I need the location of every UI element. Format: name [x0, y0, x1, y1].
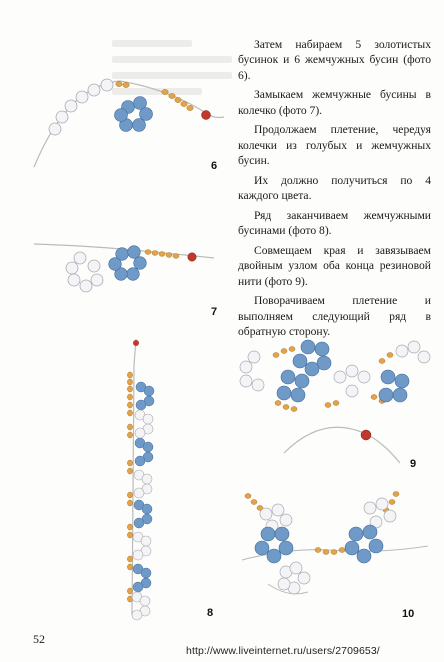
paragraph: Их должно получиться по 4 каждого цвета. — [238, 173, 431, 203]
paragraph: Замыкаем жемчужные бусины в колечко (фото 7). — [238, 88, 431, 117]
pearl-ring — [66, 252, 103, 292]
page-number: 52 — [33, 632, 45, 646]
blue-flowers — [255, 525, 383, 563]
photo-6 — [28, 55, 228, 175]
figure-8-label: 8 — [207, 607, 214, 619]
gold-strand — [145, 250, 179, 259]
photo-8 — [108, 335, 178, 625]
figure-6-label: 6 — [211, 160, 218, 172]
paragraph: Продолжаем плетение, чередуя колечки из голубых и жемчужных бусин. — [238, 123, 431, 168]
paragraph: Поворачиваем плетение и выполняем следующий ряд в обратную сторону. — [238, 294, 431, 339]
figure-9-label: 9 — [410, 458, 417, 470]
paragraph: Ряд заканчиваем жемчужными бусинами (фото 8). — [238, 208, 431, 238]
pearl-strand — [49, 79, 113, 135]
paragraph: Совмещаем края и завязываем двойным узлом оба конца резиновой нити (фото 9). — [238, 244, 431, 288]
figure-7-label: 7 — [211, 306, 218, 318]
gold-strand — [127, 372, 132, 602]
blue-flower — [115, 97, 153, 132]
paragraph: Затем набираем 5 золотистых бусинок и 6 жемчужных бусин (фото 6). — [238, 38, 431, 82]
figure-10-label: 10 — [402, 608, 415, 620]
blue-flowers — [277, 340, 409, 402]
instruction-text — [238, 37, 431, 344]
photo-9 — [232, 335, 432, 475]
photo-7 — [32, 228, 217, 298]
footer-url[interactable]: http://www.liveinternet.ru/users/2709653/ — [186, 645, 380, 657]
photo-10 — [238, 488, 432, 628]
